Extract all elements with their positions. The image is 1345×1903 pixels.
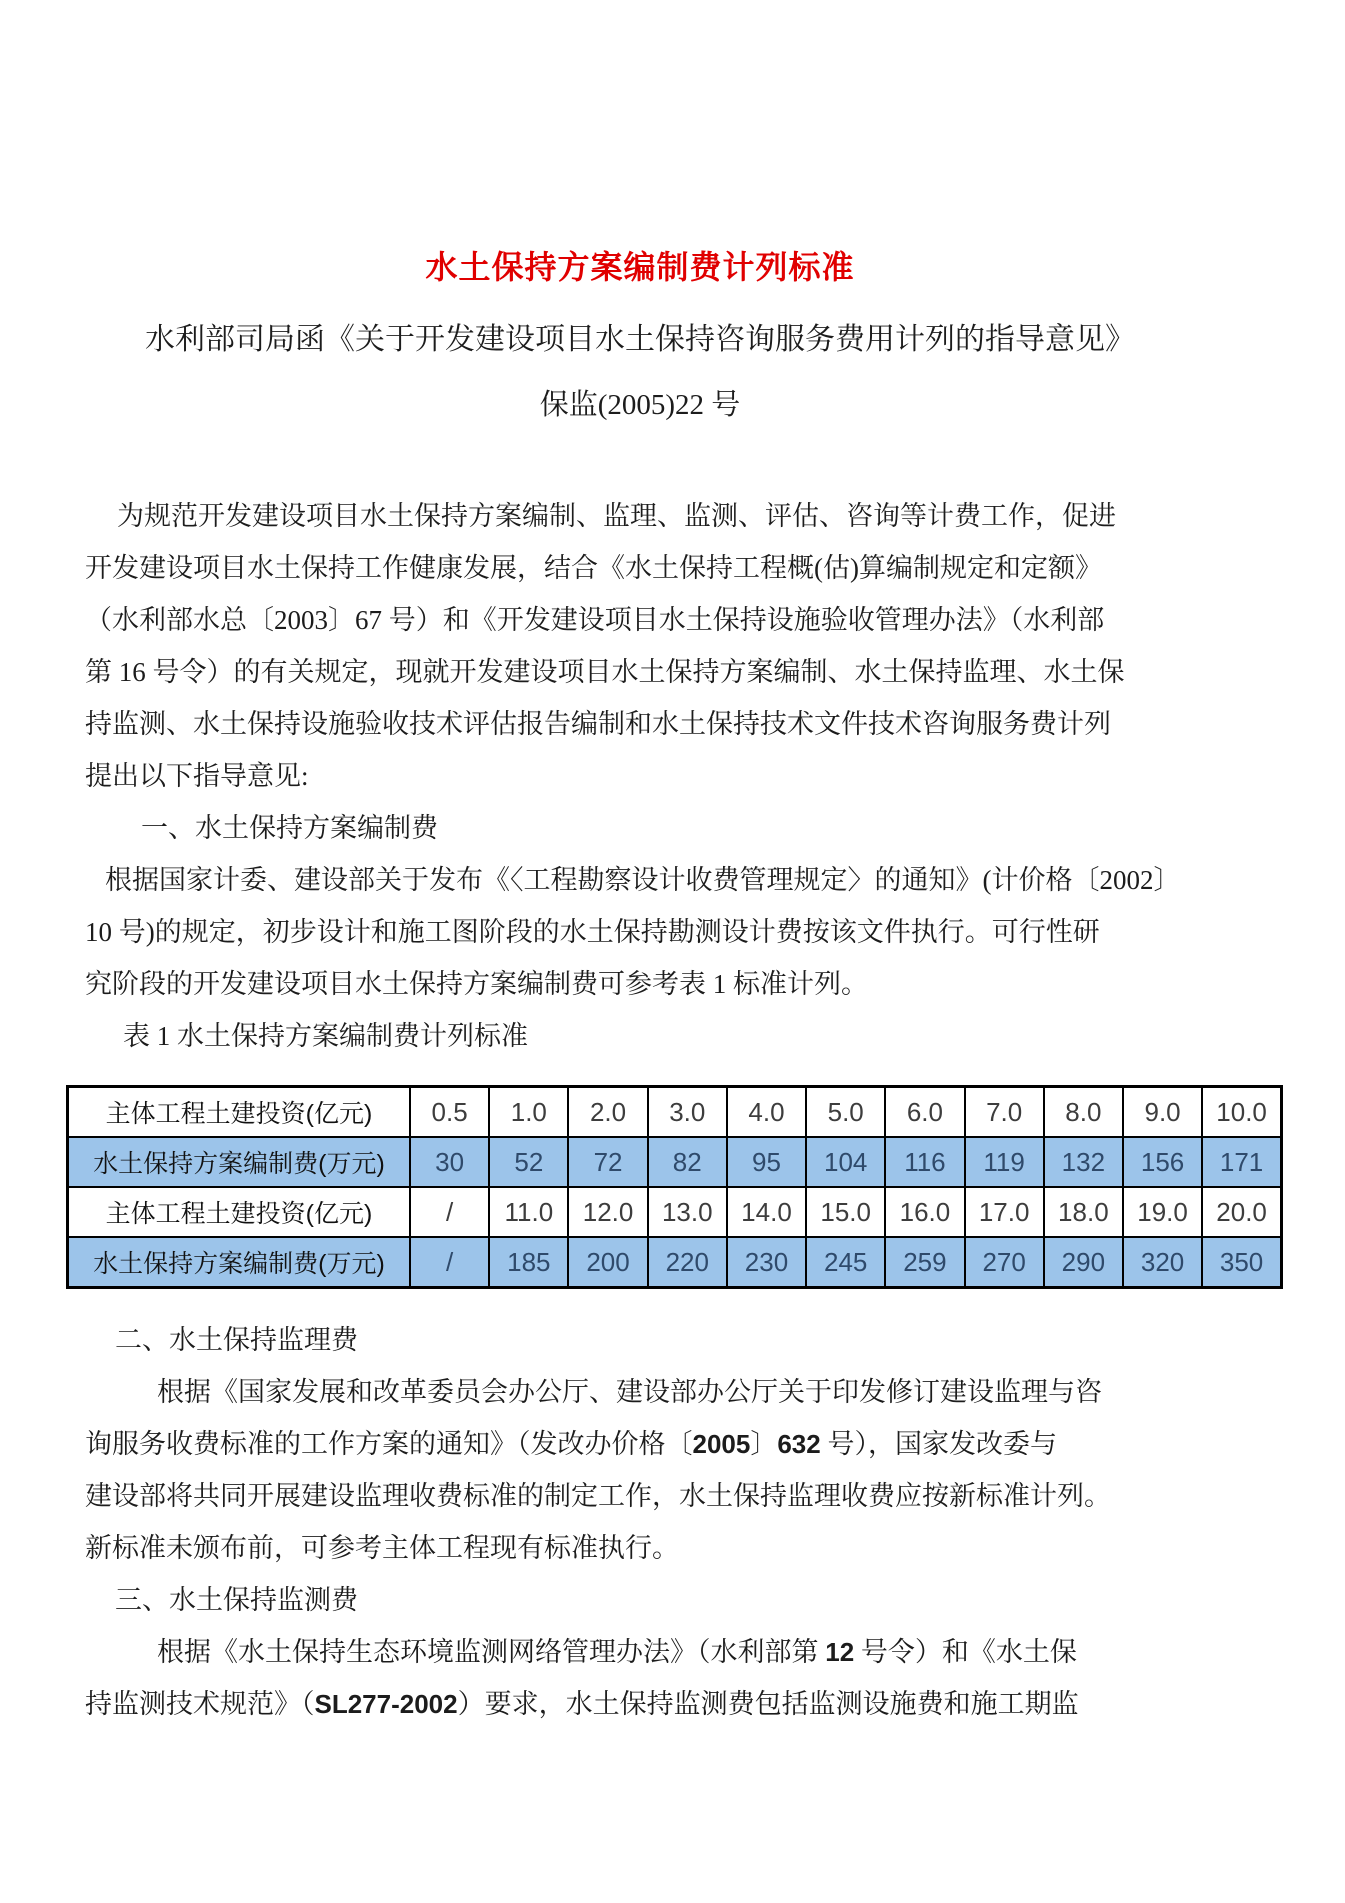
section3-heading: 三、水土保持监测费 [115, 1585, 358, 1615]
value-cell: 20.0 [1202, 1187, 1281, 1237]
value-cell: 0.5 [410, 1087, 489, 1138]
text-line: 持监测、水土保持设施验收技术评估报告编制和水土保持技术文件技术咨询服务费计列 [85, 709, 1111, 739]
value-cell: 220 [648, 1237, 727, 1288]
value-cell: 12.0 [568, 1187, 647, 1237]
value-cell: 95 [727, 1137, 806, 1187]
value-cell: 6.0 [885, 1087, 964, 1138]
document-header [60, 250, 1220, 420]
value-cell: 3.0 [648, 1087, 727, 1138]
value-cell: 7.0 [965, 1087, 1044, 1138]
value-cell: 270 [965, 1237, 1044, 1288]
text-line: （水利部水总〔2003〕67 号）和《开发建设项目水土保持设施验收管理办法》（水利部 [85, 605, 1105, 635]
bold-number: 632 [777, 1429, 821, 1459]
value-cell: / [410, 1187, 489, 1237]
value-cell: 30 [410, 1137, 489, 1187]
value-cell: 116 [885, 1137, 964, 1187]
document-body [85, 490, 1267, 1730]
row-header-cell: 主体工程土建投资(亿元) [68, 1087, 411, 1138]
value-cell: 9.0 [1123, 1087, 1202, 1138]
text-line: 第 16 号令）的有关规定，现就开发建设项目水土保持方案编制、水土保持监理、水土保 [85, 657, 1125, 687]
value-cell: 14.0 [727, 1187, 806, 1237]
table-row [68, 1137, 1282, 1187]
text-line: 开发建设项目水土保持工作健康发展，结合《水土保持工程概(估)算编制规定和定额》 [85, 553, 1102, 583]
value-cell: 17.0 [965, 1187, 1044, 1237]
section2-paragraph [85, 1366, 1195, 1574]
value-cell: 156 [1123, 1137, 1202, 1187]
section1-paragraph [85, 854, 1195, 1010]
section1-heading: 一、水土保持方案编制费 [141, 813, 438, 843]
value-cell: 16.0 [885, 1187, 964, 1237]
table-row [68, 1187, 1282, 1237]
value-cell: 82 [648, 1137, 727, 1187]
value-cell: 185 [489, 1237, 568, 1288]
bold-number: 2005 [692, 1429, 751, 1459]
value-cell: 11.0 [489, 1187, 568, 1237]
text-line: 提出以下指导意见: [85, 761, 309, 791]
value-cell: 5.0 [806, 1087, 885, 1138]
value-cell: 13.0 [648, 1187, 727, 1237]
value-cell: 119 [965, 1137, 1044, 1187]
value-cell: 104 [806, 1137, 885, 1187]
value-cell: 245 [806, 1237, 885, 1288]
value-cell: 320 [1123, 1237, 1202, 1288]
value-cell: 350 [1202, 1237, 1281, 1288]
value-cell: 200 [568, 1237, 647, 1288]
fee-standard-table [66, 1085, 1283, 1289]
value-cell: 19.0 [1123, 1187, 1202, 1237]
text-line: 根据《国家发展和改革委员会办公厅、建设部办公厅关于印发修订建设监理与咨 [157, 1377, 1102, 1407]
bold-number: SL277-2002 [314, 1689, 458, 1719]
intro-paragraph [85, 490, 1195, 802]
value-cell: 52 [489, 1137, 568, 1187]
section3-paragraph [85, 1626, 1195, 1730]
value-cell: 72 [568, 1137, 647, 1187]
text-line: 究阶段的开发建设项目水土保持方案编制费可参考表 1 标准计列。 [85, 969, 868, 999]
value-cell: 290 [1044, 1237, 1123, 1288]
table-row [68, 1237, 1282, 1288]
text-line: 询服务收费标准的工作方案的通知》（发改办价格〔2005〕632 号），国家发改委与 [85, 1429, 1057, 1459]
document-number: 保监(2005)22 号 [539, 389, 741, 421]
value-cell: 259 [885, 1237, 964, 1288]
document-subtitle: 水利部司局函《关于开发建设项目水土保持咨询服务费用计列的指导意见》 [145, 323, 1135, 356]
value-cell: 1.0 [489, 1087, 568, 1138]
text-line: 持监测技术规范》（SL277-2002）要求，水土保持监测费包括监测设施费和施工期监 [85, 1689, 1079, 1719]
text-line: 根据国家计委、建设部关于发布《〈工程勘察设计收费管理规定〉的通知》(计价格〔2002〕 [105, 865, 1181, 895]
value-cell: 10.0 [1202, 1087, 1281, 1138]
row-header-cell: 水土保持方案编制费(万元) [68, 1237, 411, 1288]
text-line: 根据《水土保持生态环境监测网络管理办法》（水利部第 12 号令）和《水土保 [157, 1637, 1077, 1667]
text-line: 10 号)的规定，初步设计和施工图阶段的水土保持勘测设计费按该文件执行。可行性研 [85, 917, 1100, 947]
value-cell: 18.0 [1044, 1187, 1123, 1237]
row-header-cell: 主体工程土建投资(亿元) [68, 1187, 411, 1237]
value-cell: 171 [1202, 1137, 1281, 1187]
bold-number: 12 [825, 1637, 855, 1667]
value-cell: 132 [1044, 1137, 1123, 1187]
row-header-cell: 水土保持方案编制费(万元) [68, 1137, 411, 1187]
value-cell: 2.0 [568, 1087, 647, 1138]
table-row [68, 1087, 1282, 1138]
section2-heading: 二、水土保持监理费 [115, 1325, 358, 1355]
value-cell: / [410, 1237, 489, 1288]
text-line: 新标准未颁布前，可参考主体工程现有标准执行。 [85, 1533, 679, 1563]
text-line: 建设部将共同开展建设监理收费标准的制定工作，水土保持监理收费应按新标准计列。 [85, 1481, 1111, 1511]
value-cell: 4.0 [727, 1087, 806, 1138]
text-line: 为规范开发建设项目水土保持方案编制、监理、监测、评估、咨询等计费工作，促进 [117, 501, 1116, 531]
value-cell: 230 [727, 1237, 806, 1288]
value-cell: 8.0 [1044, 1087, 1123, 1138]
value-cell: 15.0 [806, 1187, 885, 1237]
table1-caption: 表 1 水土保持方案编制费计列标准 [123, 1021, 528, 1051]
document-title: 水土保持方案编制费计列标准 [425, 249, 855, 285]
